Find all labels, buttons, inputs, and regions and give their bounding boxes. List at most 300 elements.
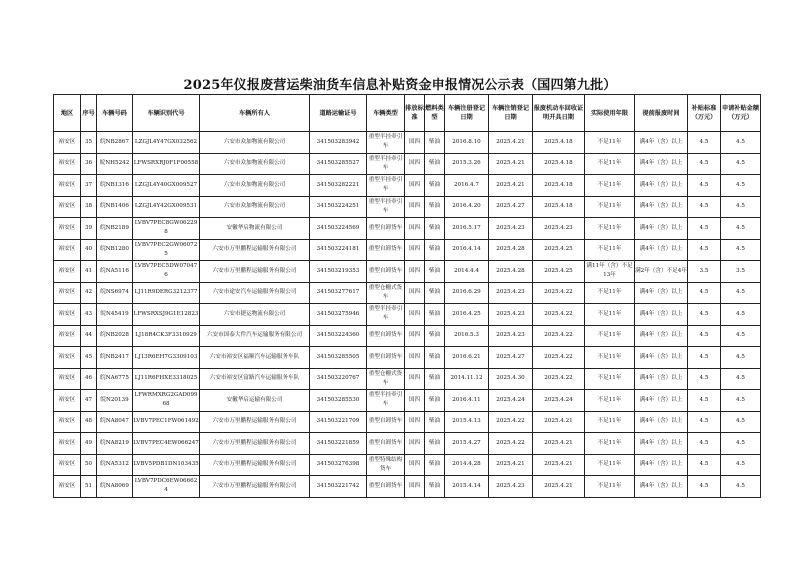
years-used-cell: 不足11年	[585, 175, 635, 197]
subsidy-amount-cell: 4.5	[721, 196, 761, 218]
license-cell: 341503221859	[310, 433, 367, 455]
seq-cell: 46	[81, 368, 97, 390]
early-scrap-cell: 满4年（含）以上	[635, 347, 688, 369]
vehicle-type-cell: 重型半挂牵引车	[367, 175, 405, 197]
subsidy-std-cell: 4.5	[688, 476, 721, 498]
owner-cell: 六安市国泰大件汽车运输服务有限公司	[200, 325, 310, 347]
cert-date-cell: 2025.4.22	[533, 347, 585, 369]
emission-cell: 国四	[405, 153, 425, 175]
subsidy-amount-cell: 4.5	[721, 476, 761, 498]
subsidy-std-cell: 4.5	[688, 454, 721, 476]
vin-cell: LJ13R6EH7G3309103	[133, 347, 200, 369]
years-used-cell: 满11年（含）不足13年	[585, 261, 635, 283]
subsidy-std-cell: 4.5	[688, 390, 721, 412]
vehicle-type-cell: 重型自卸货车	[367, 433, 405, 455]
region-cell: 裕安区	[54, 390, 81, 412]
years-used-cell: 不足11年	[585, 153, 635, 175]
license-cell: 341503277617	[310, 282, 367, 304]
region-cell: 裕安区	[54, 153, 81, 175]
cert-date-cell: 2025.4.22	[533, 325, 585, 347]
plate-cell: 皖NB2417	[97, 347, 133, 369]
column-header: 排放标准	[405, 95, 425, 132]
seq-cell: 47	[81, 390, 97, 412]
cert-date-cell: 2025.4.25	[533, 261, 585, 283]
license-cell: 341503224360	[310, 325, 367, 347]
fuel-cell: 柴油	[425, 132, 445, 154]
cancel-date-cell: 2025.4.21	[489, 153, 533, 175]
fuel-cell: 柴油	[425, 411, 445, 433]
early-scrap-cell: 满4年（含）以上	[635, 433, 688, 455]
license-cell: 341503221742	[310, 476, 367, 498]
emission-cell: 国四	[405, 411, 425, 433]
reg-date-cell: 2016.4.20	[445, 196, 489, 218]
fuel-cell: 柴油	[425, 347, 445, 369]
table-row	[54, 368, 761, 390]
early-scrap-cell: 满4年（含）以上	[635, 390, 688, 412]
cert-date-cell: 2025.4.22	[533, 368, 585, 390]
vehicle-type-cell: 重型半挂牵引车	[367, 132, 405, 154]
plate-cell: 皖NS6974	[97, 282, 133, 304]
vin-cell: LFWSRXRJ0F1F00558	[133, 153, 200, 175]
cancel-date-cell: 2025.4.23	[489, 476, 533, 498]
plate-cell: 皖NH5242	[97, 153, 133, 175]
years-used-cell: 不足11年	[585, 433, 635, 455]
plate-cell: 皖NB1280	[97, 239, 133, 261]
emission-cell: 国四	[405, 368, 425, 390]
subsidy-amount-cell: 4.5	[721, 239, 761, 261]
fuel-cell: 柴油	[425, 261, 445, 283]
subsidy-std-cell: 4.5	[688, 411, 721, 433]
cert-date-cell: 2025.4.18	[533, 132, 585, 154]
early-scrap-cell: 满4年（含）以上	[635, 175, 688, 197]
license-cell: 341503224251	[310, 196, 367, 218]
owner-cell: 六安市万里鹏程运输服务有限公司	[200, 239, 310, 261]
emission-cell: 国四	[405, 454, 425, 476]
vehicle-type-cell: 重型仓栅式货车	[367, 368, 405, 390]
seq-cell: 50	[81, 454, 97, 476]
fuel-cell: 柴油	[425, 390, 445, 412]
region-cell: 裕安区	[54, 218, 81, 240]
subsidy-amount-cell: 4.5	[721, 390, 761, 412]
column-header: 燃料类型	[425, 95, 445, 132]
region-cell: 裕安区	[54, 347, 81, 369]
subsidy-amount-cell: 4.5	[721, 304, 761, 326]
cancel-date-cell: 2025.4.23	[489, 304, 533, 326]
emission-cell: 国四	[405, 218, 425, 240]
plate-cell: 皖NB1316	[97, 175, 133, 197]
column-header: 序号	[81, 95, 97, 132]
region-cell: 裕安区	[54, 261, 81, 283]
early-scrap-cell: 满4年（含）以上	[635, 218, 688, 240]
table-row	[54, 239, 761, 261]
reg-date-cell: 2014.4.28	[445, 454, 489, 476]
plate-cell: 皖NB1406	[97, 196, 133, 218]
region-cell: 裕安区	[54, 196, 81, 218]
emission-cell: 国四	[405, 132, 425, 154]
column-header: 车辆所有人	[200, 95, 310, 132]
subsidy-amount-cell: 4.5	[721, 132, 761, 154]
license-cell: 341503285505	[310, 347, 367, 369]
fuel-cell: 柴油	[425, 454, 445, 476]
column-header: 车辆号码	[97, 95, 133, 132]
subsidy-amount-cell: 4.5	[721, 454, 761, 476]
years-used-cell: 不足11年	[585, 239, 635, 261]
column-header: 车辆注册登记日期	[445, 95, 489, 132]
subsidy-std-cell: 4.5	[688, 304, 721, 326]
early-scrap-cell: 满4年（含）以上	[635, 282, 688, 304]
early-scrap-cell: 满4年（含）以上	[635, 325, 688, 347]
vin-cell: LVBV7PDC6EW066624	[133, 476, 200, 498]
table-row	[54, 261, 761, 283]
years-used-cell: 不足11年	[585, 325, 635, 347]
column-header: 补贴标准（万元）	[688, 95, 721, 132]
cancel-date-cell: 2025.4.28	[489, 239, 533, 261]
seq-cell: 41	[81, 261, 97, 283]
early-scrap-cell: 满4年（含）以上	[635, 368, 688, 390]
reg-date-cell: 2015.4.14	[445, 476, 489, 498]
cancel-date-cell: 2025.4.28	[489, 261, 533, 283]
plate-cell: 皖NB2028	[97, 325, 133, 347]
fuel-cell: 柴油	[425, 282, 445, 304]
emission-cell: 国四	[405, 325, 425, 347]
cert-date-cell: 2025.4.23	[533, 218, 585, 240]
cancel-date-cell: 2025.4.21	[489, 454, 533, 476]
years-used-cell: 不足11年	[585, 454, 635, 476]
seq-cell: 49	[81, 433, 97, 455]
seq-cell: 51	[81, 476, 97, 498]
subsidy-std-cell: 4.5	[688, 218, 721, 240]
vin-cell: LVBV7PEC4EW066247	[133, 433, 200, 455]
owner-cell: 六安市裕安区福顺汽车运输服务车队	[200, 347, 310, 369]
subsidy-std-cell: 4.5	[688, 433, 721, 455]
vehicle-type-cell: 重型特殊结构货车	[367, 454, 405, 476]
seq-cell: 45	[81, 347, 97, 369]
vin-cell: LVBV7PEC2GW060725	[133, 239, 200, 261]
reg-date-cell: 2014.4.4	[445, 261, 489, 283]
emission-cell: 国四	[405, 390, 425, 412]
vin-cell: LJ18R4CK3F3310929	[133, 325, 200, 347]
license-cell: 341503275946	[310, 304, 367, 326]
emission-cell: 国四	[405, 261, 425, 283]
vin-cell: LVBV7PEC5DW070476	[133, 261, 200, 283]
license-cell: 341503224181	[310, 239, 367, 261]
early-scrap-cell: 满4年（含）以上	[635, 132, 688, 154]
subsidy-std-cell: 4.5	[688, 132, 721, 154]
plate-cell: 皖NA6775	[97, 368, 133, 390]
years-used-cell: 不足11年	[585, 218, 635, 240]
table-row	[54, 196, 761, 218]
license-cell: 341503276398	[310, 454, 367, 476]
vin-cell: LFWRMXRG2GAD09968	[133, 390, 200, 412]
region-cell: 裕安区	[54, 239, 81, 261]
table-row	[54, 325, 761, 347]
vin-cell: LZGJL4Y40GX009527	[133, 175, 200, 197]
cert-date-cell: 2025.4.21	[533, 433, 585, 455]
fuel-cell: 柴油	[425, 153, 445, 175]
license-cell: 341503219353	[310, 261, 367, 283]
table-row	[54, 454, 761, 476]
reg-date-cell: 2014.11.12	[445, 368, 489, 390]
early-scrap-cell: 满2年（含）不足4年	[635, 261, 688, 283]
fuel-cell: 柴油	[425, 476, 445, 498]
vehicle-type-cell: 重型半挂牵引车	[367, 153, 405, 175]
years-used-cell: 不足11年	[585, 368, 635, 390]
column-header: 提前报废时间	[635, 95, 688, 132]
cancel-date-cell: 2025.4.21	[489, 175, 533, 197]
seq-cell: 48	[81, 411, 97, 433]
subsidy-std-cell: 3.5	[688, 261, 721, 283]
cancel-date-cell: 2025.4.27	[489, 196, 533, 218]
owner-cell: 六安市众加物流有限公司	[200, 196, 310, 218]
owner-cell: 六安市万里鹏程运输服务有限公司	[200, 261, 310, 283]
cert-date-cell: 2025.4.18	[533, 196, 585, 218]
seq-cell: 40	[81, 239, 97, 261]
plate-cell: 皖N20139	[97, 390, 133, 412]
vehicle-type-cell: 重型自卸货车	[367, 476, 405, 498]
table-row	[54, 282, 761, 304]
plate-cell: 皖NA5312	[97, 454, 133, 476]
region-cell: 裕安区	[54, 175, 81, 197]
early-scrap-cell: 满4年（含）以上	[635, 476, 688, 498]
plate-cell: 皖NA8069	[97, 476, 133, 498]
early-scrap-cell: 满4年（含）以上	[635, 153, 688, 175]
column-header: 实际使用年限	[585, 95, 635, 132]
emission-cell: 国四	[405, 347, 425, 369]
table-row	[54, 347, 761, 369]
region-cell: 裕安区	[54, 433, 81, 455]
plate-cell: 皖NA8219	[97, 433, 133, 455]
cancel-date-cell: 2025.4.23	[489, 282, 533, 304]
subsidy-std-cell: 4.5	[688, 282, 721, 304]
fuel-cell: 柴油	[425, 239, 445, 261]
vin-cell: LFWSRXSJ9G1E12823	[133, 304, 200, 326]
license-cell: 341503282221	[310, 175, 367, 197]
subsidy-std-cell: 4.5	[688, 347, 721, 369]
owner-cell: 六安市捷运物流有限公司	[200, 304, 310, 326]
table-row	[54, 476, 761, 498]
subsidy-amount-cell: 4.5	[721, 368, 761, 390]
cancel-date-cell: 2025.4.23	[489, 218, 533, 240]
reg-date-cell: 2015.3.26	[445, 153, 489, 175]
table-row	[54, 411, 761, 433]
vehicle-type-cell: 重型半挂牵引车	[367, 196, 405, 218]
subsidy-amount-cell: 4.5	[721, 282, 761, 304]
vehicle-type-cell: 重型半挂牵引车	[367, 390, 405, 412]
fuel-cell: 柴油	[425, 368, 445, 390]
subsidy-std-cell: 4.5	[688, 196, 721, 218]
seq-cell: 35	[81, 132, 97, 154]
cert-date-cell: 2025.4.22	[533, 282, 585, 304]
subsidy-std-cell: 4.5	[688, 368, 721, 390]
vehicle-type-cell: 重型自卸货车	[367, 239, 405, 261]
column-header: 车辆注销登记日期	[489, 95, 533, 132]
years-used-cell: 不足11年	[585, 304, 635, 326]
emission-cell: 国四	[405, 433, 425, 455]
owner-cell: 六安市裕安区富路汽车运输服务车队	[200, 368, 310, 390]
column-header: 申请补贴金额（万元）	[721, 95, 761, 132]
plate-cell: 皖NB2189	[97, 218, 133, 240]
vehicle-type-cell: 重型自卸货车	[367, 411, 405, 433]
reg-date-cell: 2016.4.25	[445, 304, 489, 326]
plate-cell: 皖NA8047	[97, 411, 133, 433]
years-used-cell: 不足11年	[585, 347, 635, 369]
region-cell: 裕安区	[54, 476, 81, 498]
seq-cell: 37	[81, 175, 97, 197]
owner-cell: 六安市万里鹏程运输服务有限公司	[200, 433, 310, 455]
plate-cell: 皖NB2867	[97, 132, 133, 154]
vin-cell: LVBV7PEC8GW062298	[133, 218, 200, 240]
seq-cell: 42	[81, 282, 97, 304]
region-cell: 裕安区	[54, 411, 81, 433]
column-header: 车辆类型	[367, 95, 405, 132]
subsidy-amount-cell: 4.5	[721, 347, 761, 369]
cert-date-cell: 2025.4.21	[533, 476, 585, 498]
license-cell: 341503220767	[310, 368, 367, 390]
seq-cell: 44	[81, 325, 97, 347]
license-cell: 341503283942	[310, 132, 367, 154]
owner-cell: 安徽华启运输有限公司	[200, 390, 310, 412]
cert-date-cell: 2025.4.22	[533, 304, 585, 326]
subsidy-std-cell: 4.5	[688, 239, 721, 261]
region-cell: 裕安区	[54, 132, 81, 154]
cancel-date-cell: 2025.4.21	[489, 132, 533, 154]
emission-cell: 国四	[405, 304, 425, 326]
subsidy-amount-cell: 4.5	[721, 153, 761, 175]
subsidy-std-cell: 4.5	[688, 153, 721, 175]
cancel-date-cell: 2025.4.23	[489, 325, 533, 347]
years-used-cell: 不足11年	[585, 390, 635, 412]
table-row	[54, 390, 761, 412]
fuel-cell: 柴油	[425, 304, 445, 326]
table-header-row	[54, 95, 761, 132]
cert-date-cell: 2025.4.18	[533, 153, 585, 175]
early-scrap-cell: 满4年（含）以上	[635, 196, 688, 218]
vin-cell: LZGJL4Y42GX009531	[133, 196, 200, 218]
subsidy-amount-cell: 4.5	[721, 175, 761, 197]
region-cell: 裕安区	[54, 454, 81, 476]
table-row	[54, 218, 761, 240]
plate-cell: 皖N45419	[97, 304, 133, 326]
cancel-date-cell: 2025.4.22	[489, 433, 533, 455]
fuel-cell: 柴油	[425, 433, 445, 455]
reg-date-cell: 2016.4.11	[445, 390, 489, 412]
vehicle-type-cell: 重型仓栅式货车	[367, 282, 405, 304]
table-row	[54, 132, 761, 154]
column-header: 车辆识别代号	[133, 95, 200, 132]
early-scrap-cell: 满4年（含）以上	[635, 239, 688, 261]
owner-cell: 六安市众加物流有限公司	[200, 175, 310, 197]
vin-cell: LJ11R9DERG3212377	[133, 282, 200, 304]
reg-date-cell: 2016.5.17	[445, 218, 489, 240]
cert-date-cell: 2025.4.21	[533, 454, 585, 476]
reg-date-cell: 2016.8.10	[445, 132, 489, 154]
region-cell: 裕安区	[54, 304, 81, 326]
region-cell: 裕安区	[54, 368, 81, 390]
cert-date-cell: 2025.4.24	[533, 390, 585, 412]
cancel-date-cell: 2025.4.22	[489, 411, 533, 433]
vehicle-type-cell: 重型自卸货车	[367, 261, 405, 283]
seq-cell: 36	[81, 153, 97, 175]
subsidy-amount-cell: 4.5	[721, 411, 761, 433]
owner-cell: 六安市众加物流有限公司	[200, 153, 310, 175]
owner-cell: 六安市万里鹏程运输服务有限公司	[200, 411, 310, 433]
seq-cell: 38	[81, 196, 97, 218]
cert-date-cell: 2025.4.18	[533, 175, 585, 197]
subsidy-amount-cell: 4.5	[721, 218, 761, 240]
column-header: 地区	[54, 95, 81, 132]
plate-cell: 皖NA5116	[97, 261, 133, 283]
cancel-date-cell: 2025.4.30	[489, 368, 533, 390]
vin-cell: LJ11R6FHXE3318025	[133, 368, 200, 390]
emission-cell: 国四	[405, 196, 425, 218]
years-used-cell: 不足11年	[585, 411, 635, 433]
page-title: 2025年仪报废营运柴油货车信息补贴资金申报情况公示表（国四第九批）	[183, 78, 617, 93]
emission-cell: 国四	[405, 282, 425, 304]
license-cell: 341503221709	[310, 411, 367, 433]
license-cell: 341503285527	[310, 153, 367, 175]
vehicle-type-cell: 重型自卸货车	[367, 218, 405, 240]
cert-date-cell: 2025.4.21	[533, 411, 585, 433]
owner-cell: 六安市万里鹏程运输服务有限公司	[200, 476, 310, 498]
reg-date-cell: 2015.4.27	[445, 433, 489, 455]
column-header: 道路运输证号	[310, 95, 367, 132]
vehicle-type-cell: 重型半挂牵引车	[367, 304, 405, 326]
vin-cell: LZGJL4Y47GX032562	[133, 132, 200, 154]
subsidy-amount-cell: 3.5	[721, 261, 761, 283]
region-cell: 裕安区	[54, 325, 81, 347]
reg-date-cell: 2015.4.13	[445, 411, 489, 433]
cancel-date-cell: 2025.4.24	[489, 390, 533, 412]
subsidy-std-cell: 4.5	[688, 325, 721, 347]
license-cell: 341503224569	[310, 218, 367, 240]
fuel-cell: 柴油	[425, 325, 445, 347]
table-body	[54, 132, 761, 498]
owner-cell: 六安市万里鹏程运输服务有限公司	[200, 454, 310, 476]
license-cell: 341503285530	[310, 390, 367, 412]
cert-date-cell: 2025.4.25	[533, 239, 585, 261]
subsidy-amount-cell: 4.5	[721, 433, 761, 455]
vehicle-type-cell: 重型自卸货车	[367, 325, 405, 347]
vehicle-type-cell: 重型自卸货车	[367, 347, 405, 369]
table-row	[54, 175, 761, 197]
emission-cell: 国四	[405, 175, 425, 197]
reg-date-cell: 2016.6.29	[445, 282, 489, 304]
owner-cell: 安徽华启物流有限公司	[200, 218, 310, 240]
years-used-cell: 不足11年	[585, 476, 635, 498]
table-row	[54, 304, 761, 326]
early-scrap-cell: 满4年（含）以上	[635, 454, 688, 476]
emission-cell: 国四	[405, 239, 425, 261]
reg-date-cell: 2016.5.3	[445, 325, 489, 347]
owner-cell: 六安市途安汽车运输服务有限公司	[200, 282, 310, 304]
region-cell: 裕安区	[54, 282, 81, 304]
early-scrap-cell: 满4年（含）以上	[635, 411, 688, 433]
subsidy-std-cell: 4.5	[688, 175, 721, 197]
fuel-cell: 柴油	[425, 175, 445, 197]
seq-cell: 39	[81, 218, 97, 240]
owner-cell: 六安市众加物流有限公司	[200, 132, 310, 154]
years-used-cell: 不足11年	[585, 282, 635, 304]
subsidy-amount-cell: 4.5	[721, 325, 761, 347]
vin-cell: LVBV7PEC1FW061492	[133, 411, 200, 433]
reg-date-cell: 2016.4.7	[445, 175, 489, 197]
years-used-cell: 不足11年	[585, 132, 635, 154]
emission-cell: 国四	[405, 476, 425, 498]
reg-date-cell: 2016.4.14	[445, 239, 489, 261]
early-scrap-cell: 满4年（含）以上	[635, 304, 688, 326]
cancel-date-cell: 2025.4.27	[489, 347, 533, 369]
column-header: 报废机动车回收证明开具日期	[533, 95, 585, 132]
